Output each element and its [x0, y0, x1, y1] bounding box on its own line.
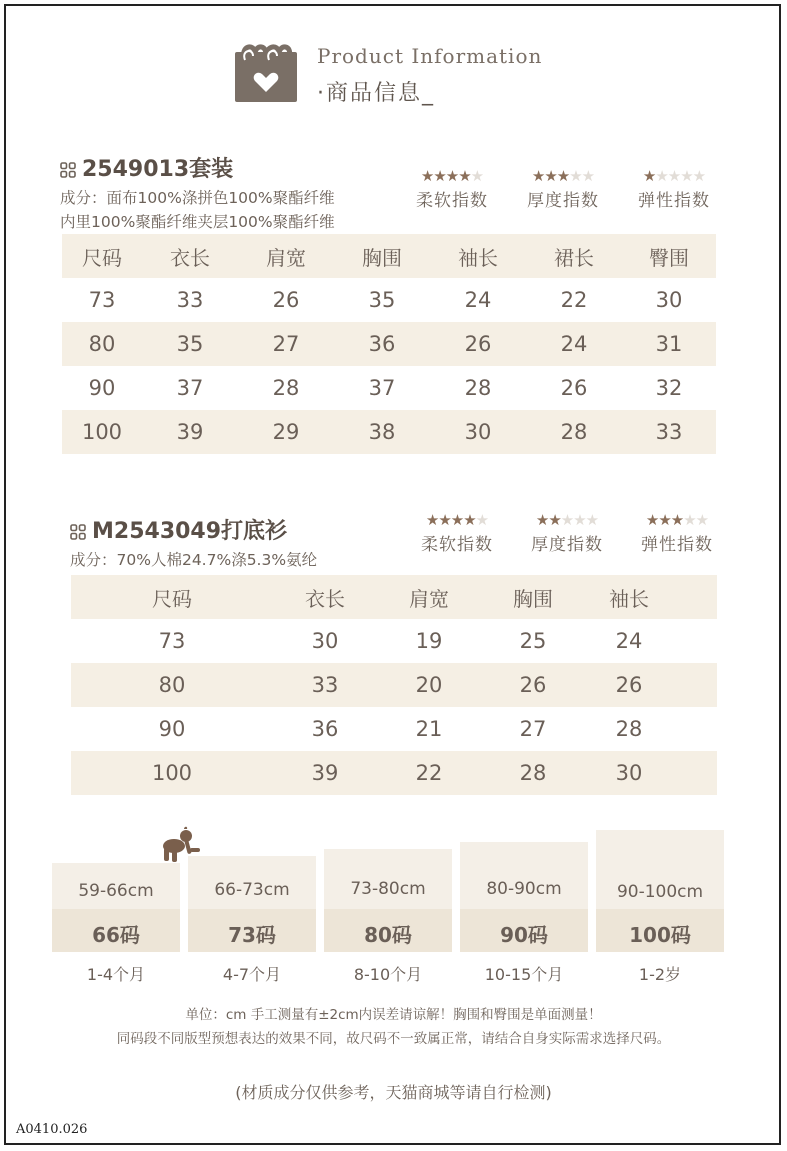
table-cell: 33: [273, 663, 377, 707]
star-filled-icon: ★: [445, 167, 459, 185]
table-header-cell: 袖长: [585, 575, 673, 619]
table-cell: 38: [334, 410, 430, 454]
table-cell: 26: [585, 663, 673, 707]
table-cell: 24: [526, 322, 622, 366]
table-cell: 80: [62, 322, 142, 366]
rating-label: 厚度指数: [527, 191, 599, 211]
product-2-composition: 成分：70%人棉24.7%涤5.3%氨纶: [70, 551, 318, 569]
star-filled-icon: ★: [670, 511, 684, 529]
star-empty-icon: ★: [560, 511, 574, 529]
size-code: 90码: [500, 923, 548, 947]
table-row: [71, 663, 717, 707]
table-cell: 33: [622, 410, 716, 454]
table-empty-cell: [673, 707, 717, 751]
table-cell: 35: [142, 322, 238, 366]
table-cell: 24: [464, 288, 492, 312]
table-header-row: [62, 234, 716, 278]
table-cell: 28: [464, 376, 492, 400]
size-code: 66码: [92, 923, 140, 947]
table-row: [62, 322, 716, 366]
star-empty-icon: ★: [470, 167, 484, 185]
star-empty-icon: ★: [569, 167, 582, 185]
star-filled-icon: ★: [438, 511, 451, 529]
table-cell: 26: [481, 663, 585, 707]
star-empty-icon: ★: [683, 511, 696, 529]
table-cell: 36: [334, 322, 430, 366]
table-cell: 27: [519, 717, 547, 741]
rating-label: 弹性指数: [638, 191, 710, 211]
table-cell: 37: [176, 376, 204, 400]
star-empty-icon: ★: [585, 511, 599, 529]
table-cell: 39: [273, 751, 377, 795]
table-row: [71, 707, 717, 751]
star-filled-icon: ★: [433, 167, 446, 185]
table-cell: 26: [272, 288, 300, 312]
table-header-cell: 臀围: [622, 234, 716, 278]
table-row: [62, 278, 716, 322]
table-header-cell: 尺码: [71, 575, 273, 619]
grid-icon: [60, 162, 76, 178]
star-rating: [634, 512, 720, 528]
product-1-rating-thickness: [520, 168, 606, 211]
star-rating: [520, 168, 606, 184]
table-cell: 37: [368, 376, 396, 400]
size-range: 66-73cm: [214, 880, 290, 900]
product-1-size-table: [62, 234, 716, 454]
star-filled-icon: ★: [463, 511, 476, 529]
star-filled-icon: ★: [642, 167, 656, 185]
size-guide-bar: [52, 863, 180, 952]
table-row: [71, 619, 717, 663]
table-header-cell: 尺码: [62, 234, 142, 278]
star-empty-icon: ★: [692, 167, 706, 185]
table-cell: 25: [519, 629, 547, 653]
product-2-size-table: [71, 575, 717, 795]
product-title-text: M2543049打底衫: [92, 519, 288, 544]
table-header-cell: 裙长: [526, 234, 622, 278]
table-row: [62, 366, 716, 410]
star-filled-icon: ★: [458, 167, 471, 185]
size-guide-bar: [596, 830, 724, 952]
table-cell: 28: [526, 410, 622, 454]
table-header-cell: 胸围: [334, 234, 430, 278]
table-cell: 73: [158, 629, 186, 653]
table-empty-cell: [673, 751, 717, 795]
table-cell: 22: [377, 751, 481, 795]
table-header-cell: 肩宽: [377, 575, 481, 619]
table-cell: 30: [655, 288, 683, 312]
table-cell: 21: [415, 717, 443, 741]
table-row: [71, 751, 717, 795]
star-filled-icon: ★: [556, 167, 570, 185]
table-cell: 31: [622, 322, 716, 366]
star-empty-icon: ★: [573, 511, 586, 529]
table-empty-cell: [673, 663, 717, 707]
star-filled-icon: ★: [450, 511, 464, 529]
table-empty-cell: [673, 619, 717, 663]
table-cell: 26: [560, 376, 588, 400]
table-cell: 80: [71, 663, 273, 707]
product-1-composition-2: 内里100%聚酯纤维夹层100%聚酯纤维: [60, 213, 335, 231]
table-header-cell: 衣长: [273, 575, 377, 619]
table-header-cell: 衣长: [142, 234, 238, 278]
star-filled-icon: ★: [645, 511, 659, 529]
table-cell: 26: [430, 322, 526, 366]
age-label: 1-2岁: [638, 965, 682, 984]
star-filled-icon: ★: [548, 511, 561, 529]
size-range: 59-66cm: [78, 881, 154, 901]
star-empty-icon: ★: [680, 167, 693, 185]
size-variance-note: 同码段不同版型预想表达的效果不同，故尺码不一致属正常，请结合自身实际需求选择尺码。: [116, 1031, 671, 1047]
header-title-cn: ·商品信息_: [317, 81, 435, 106]
table-cell: 30: [430, 410, 526, 454]
star-filled-icon: ★: [420, 167, 434, 185]
shopping-bag-heart-icon: [231, 40, 301, 104]
rating-label: 柔软指数: [416, 191, 488, 211]
size-range: 73-80cm: [350, 879, 426, 899]
grid-icon: [70, 524, 86, 540]
star-rating: [409, 168, 495, 184]
table-cell: 33: [176, 288, 204, 312]
product-1-rating-elasticity: [631, 168, 717, 211]
table-cell: 100: [71, 751, 273, 795]
product-2-rating-thickness: [524, 512, 610, 555]
star-filled-icon: ★: [535, 511, 549, 529]
star-empty-icon: ★: [695, 511, 709, 529]
star-empty-icon: ★: [655, 167, 668, 185]
star-rating: [414, 512, 500, 528]
table-cell: 90: [88, 376, 116, 400]
age-label: 4-7个月: [222, 965, 282, 984]
star-rating: [631, 168, 717, 184]
age-label: 10-15个月: [484, 965, 564, 984]
material-disclaimer: (材质成分仅供参考，天猫商城等请自行检测): [235, 1083, 552, 1102]
star-empty-icon: ★: [475, 511, 489, 529]
image-code: A0410.026: [16, 1122, 88, 1137]
star-rating: [524, 512, 610, 528]
star-filled-icon: ★: [531, 167, 545, 185]
table-cell: 36: [311, 717, 339, 741]
size-code: 100码: [629, 923, 691, 947]
table-header-cell: 肩宽: [238, 234, 334, 278]
rating-label: 弹性指数: [641, 535, 713, 555]
product-2-rating-soft: [414, 512, 500, 555]
size-range: 80-90cm: [486, 879, 562, 899]
table-header-cell: 胸围: [481, 575, 585, 619]
measurement-note: 单位：cm 手工测量有±2cm内误差请谅解！胸围和臀围是单面测量！: [185, 1007, 602, 1023]
table-cell: 28: [615, 717, 643, 741]
product-title-text: 2549013套装: [82, 157, 234, 182]
table-cell: 19: [415, 629, 443, 653]
table-cell: 29: [238, 410, 334, 454]
table-cell: 28: [481, 751, 585, 795]
size-guide-bar: [324, 849, 452, 952]
table-cell: 22: [560, 288, 588, 312]
table-cell: 27: [238, 322, 334, 366]
size-range: 90-100cm: [616, 882, 704, 902]
star-empty-icon: ★: [667, 167, 681, 185]
table-cell: 24: [615, 629, 643, 653]
size-code: 73码: [228, 923, 276, 947]
table-header-cell: 袖长: [430, 234, 526, 278]
table-row: [62, 410, 716, 454]
age-label: 8-10个月: [353, 965, 423, 984]
table-cell: 35: [368, 288, 396, 312]
size-guide-bar: [188, 856, 316, 952]
table-cell: 100: [62, 410, 142, 454]
table-cell: 30: [585, 751, 673, 795]
table-cell: 28: [272, 376, 300, 400]
table-cell: 73: [88, 288, 116, 312]
header-title-en: Product Information: [317, 44, 543, 68]
table-cell: 20: [377, 663, 481, 707]
table-empty-cell: [673, 575, 717, 619]
star-filled-icon: ★: [425, 511, 439, 529]
product-1-composition-1: 成分：面布100%涤拼色100%聚酯纤维: [60, 189, 335, 207]
star-empty-icon: ★: [581, 167, 595, 185]
table-header-row: [71, 575, 717, 619]
product-1-title: [60, 152, 233, 183]
product-2-title: [70, 514, 287, 545]
table-cell: 32: [655, 376, 683, 400]
table-cell: 90: [158, 717, 186, 741]
star-filled-icon: ★: [658, 511, 671, 529]
product-1-rating-soft: [409, 168, 495, 211]
rating-label: 柔软指数: [421, 535, 493, 555]
star-filled-icon: ★: [544, 167, 557, 185]
table-cell: 30: [311, 629, 339, 653]
table-cell: 39: [142, 410, 238, 454]
size-code: 80码: [364, 923, 412, 947]
age-label: 1-4个月: [86, 965, 146, 984]
size-guide-bar: [460, 842, 588, 952]
product-2-rating-elasticity: [634, 512, 720, 555]
rating-label: 厚度指数: [531, 535, 603, 555]
